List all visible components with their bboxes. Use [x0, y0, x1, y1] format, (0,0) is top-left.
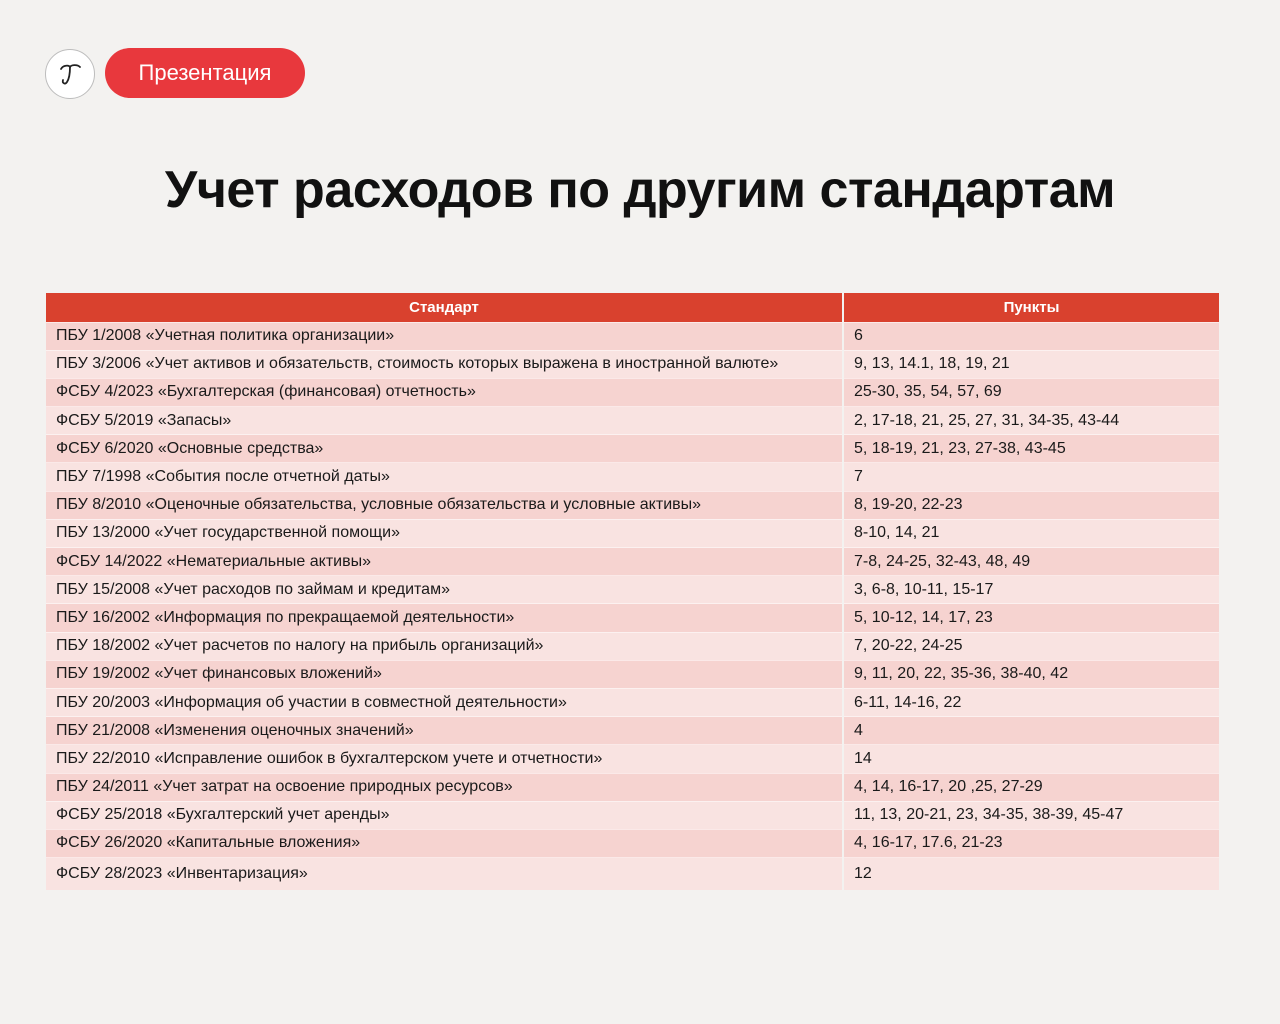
points-cell: 8, 19-20, 22-23	[843, 491, 1219, 519]
standard-cell: ПБУ 16/2002 «Информация по прекращаемой деятельности»	[46, 604, 843, 632]
table-row	[46, 717, 1219, 745]
standard-cell: ПБУ 3/2006 «Учет активов и обязательств, стоимость которых выражена в иностранной валюте»	[46, 350, 843, 378]
table-row	[46, 435, 1219, 463]
table-row	[46, 576, 1219, 604]
points-cell: 2, 17-18, 21, 25, 27, 31, 34-35, 43-44	[843, 407, 1219, 435]
points-cell: 7	[843, 463, 1219, 491]
table-row	[46, 745, 1219, 773]
table-row	[46, 829, 1219, 857]
points-cell: 5, 10-12, 14, 17, 23	[843, 604, 1219, 632]
table-row	[46, 322, 1219, 350]
points-cell: 11, 13, 20-21, 23, 34-35, 38-39, 45-47	[843, 801, 1219, 829]
standard-cell: ФСБУ 25/2018 «Бухгалтерский учет аренды»	[46, 801, 843, 829]
page-title: Учет расходов по другим стандартам	[164, 161, 1116, 219]
points-cell: 9, 13, 14.1, 18, 19, 21	[843, 350, 1219, 378]
table-row	[46, 660, 1219, 688]
points-cell: 6	[843, 322, 1219, 350]
standard-cell: ПБУ 13/2000 «Учет государственной помощи»	[46, 519, 843, 547]
standard-cell: ПБУ 1/2008 «Учетная политика организации»	[46, 322, 843, 350]
standard-cell: ФСБУ 26/2020 «Капитальные вложения»	[46, 829, 843, 857]
points-cell: 4, 16-17, 17.6, 21-23	[843, 829, 1219, 857]
points-cell: 8-10, 14, 21	[843, 519, 1219, 547]
table-body	[46, 322, 1219, 890]
standard-cell: ФСБУ 14/2022 «Нематериальные активы»	[46, 548, 843, 576]
table-row	[46, 858, 1219, 890]
t-letter-logo-icon	[55, 59, 85, 89]
standard-cell: ФСБУ 4/2023 «Бухгалтерская (финансовая) отчетность»	[46, 378, 843, 406]
points-cell: 6-11, 14-16, 22	[843, 688, 1219, 716]
table-row	[46, 604, 1219, 632]
presentation-badge: Презентация	[105, 48, 305, 98]
table-row	[46, 632, 1219, 660]
points-cell: 12	[843, 858, 1219, 890]
standard-cell: ПБУ 21/2008 «Изменения оценочных значений»	[46, 717, 843, 745]
standard-cell: ФСБУ 5/2019 «Запасы»	[46, 407, 843, 435]
table-row	[46, 688, 1219, 716]
points-cell: 4, 14, 16-17, 20 ,25, 27-29	[843, 773, 1219, 801]
points-cell: 9, 11, 20, 22, 35-36, 38-40, 42	[843, 660, 1219, 688]
points-cell: 25-30, 35, 54, 57, 69	[843, 378, 1219, 406]
standard-cell: ФСБУ 6/2020 «Основные средства»	[46, 435, 843, 463]
table-row	[46, 463, 1219, 491]
table-row	[46, 519, 1219, 547]
points-cell: 5, 18-19, 21, 23, 27-38, 43-45	[843, 435, 1219, 463]
table-row	[46, 548, 1219, 576]
table-row	[46, 773, 1219, 801]
standard-cell: ПБУ 19/2002 «Учет финансовых вложений»	[46, 660, 843, 688]
points-cell: 7, 20-22, 24-25	[843, 632, 1219, 660]
standards-table	[46, 293, 1219, 890]
standard-cell: ПБУ 15/2008 «Учет расходов по займам и кредитам»	[46, 576, 843, 604]
standard-cell: ПБУ 20/2003 «Информация об участии в совместной деятельности»	[46, 688, 843, 716]
standard-cell: ПБУ 18/2002 «Учет расчетов по налогу на прибыль организаций»	[46, 632, 843, 660]
table-row	[46, 491, 1219, 519]
standard-cell: ФСБУ 28/2023 «Инвентаризация»	[46, 858, 843, 890]
column-header-standard: Стандарт	[46, 293, 843, 322]
standard-cell: ПБУ 8/2010 «Оценочные обязательства, условные обязательства и условные активы»	[46, 491, 843, 519]
column-header-points: Пункты	[843, 293, 1219, 322]
table-header-row	[46, 293, 1219, 322]
standard-cell: ПБУ 24/2011 «Учет затрат на освоение природных ресурсов»	[46, 773, 843, 801]
points-cell: 14	[843, 745, 1219, 773]
points-cell: 4	[843, 717, 1219, 745]
logo	[45, 49, 95, 99]
table-row	[46, 407, 1219, 435]
standard-cell: ПБУ 22/2010 «Исправление ошибок в бухгалтерском учете и отчетности»	[46, 745, 843, 773]
table-row	[46, 378, 1219, 406]
points-cell: 7-8, 24-25, 32-43, 48, 49	[843, 548, 1219, 576]
standard-cell: ПБУ 7/1998 «События после отчетной даты»	[46, 463, 843, 491]
points-cell: 3, 6-8, 10-11, 15-17	[843, 576, 1219, 604]
table-row	[46, 801, 1219, 829]
table-row	[46, 350, 1219, 378]
